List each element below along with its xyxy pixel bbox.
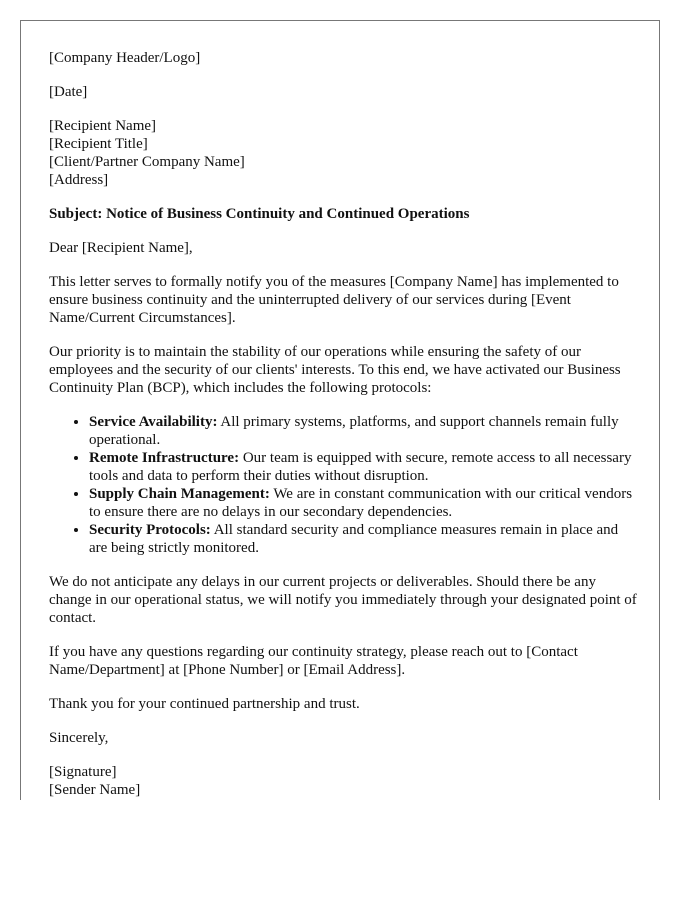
recipient-address: [Address] <box>49 172 109 188</box>
signature: [Signature] <box>49 764 117 780</box>
recipient-title: [Recipient Title] <box>49 136 148 152</box>
paragraph-delays: We do not anticipate any delays in our current projects or deliverables. Should there be any change in our operational status, we will notify you immediately through your designated point of contact. <box>49 574 637 626</box>
salutation: Dear [Recipient Name], <box>49 240 193 256</box>
subject-line: Subject: Notice of Business Continuity and Continued Operations <box>49 206 470 222</box>
protocol-text: All primary systems, platforms, and support channels remain fully operational. <box>89 414 619 448</box>
signature-block <box>49 763 639 799</box>
letter-page <box>20 20 660 800</box>
protocol-term: Remote Infrastructure: <box>89 450 240 466</box>
list-item <box>89 485 639 521</box>
protocol-term: Security Protocols: <box>89 522 211 538</box>
recipient-block <box>49 117 639 189</box>
protocol-term: Supply Chain Management: <box>89 486 270 502</box>
paragraph-intro: This letter serves to formally notify you of the measures [Company Name] has implemented to ensure business continuity and the uninterrupted delivery of our services during [Event Name/Current Circumstances]. <box>49 274 619 326</box>
recipient-company: [Client/Partner Company Name] <box>49 154 245 170</box>
protocols-list <box>49 413 639 557</box>
list-item <box>89 413 639 449</box>
sender-name: [Sender Name] <box>49 782 141 798</box>
company-header: [Company Header/Logo] <box>49 50 201 66</box>
letter-date: [Date] <box>49 84 88 100</box>
protocol-text: Our team is equipped with secure, remote access to all necessary tools and data to perform their duties without disruption. <box>89 450 632 484</box>
protocol-text: We are in constant communication with our critical vendors to ensure there are no delays in our secondary dependencies. <box>89 486 633 520</box>
protocol-term: Service Availability: <box>89 414 218 430</box>
paragraph-priority: Our priority is to maintain the stability of our operations while ensuring the safety of our employees and the security of our clients' interests. To this end, we have activated our Business Continuity Plan (BCP), which includes the following protocols: <box>49 344 621 396</box>
recipient-name: [Recipient Name] <box>49 118 157 134</box>
list-item <box>89 449 639 485</box>
closing: Sincerely, <box>49 730 109 746</box>
list-item <box>89 521 639 557</box>
paragraph-thanks: Thank you for your continued partnership and trust. <box>49 696 360 712</box>
letter-body <box>49 49 639 800</box>
protocol-text: All standard security and compliance measures remain in place and are being strictly monitored. <box>89 522 619 556</box>
paragraph-contact: If you have any questions regarding our continuity strategy, please reach out to [Contact Name/Department] at [Phone Number] or [Email Address]. <box>49 644 578 678</box>
